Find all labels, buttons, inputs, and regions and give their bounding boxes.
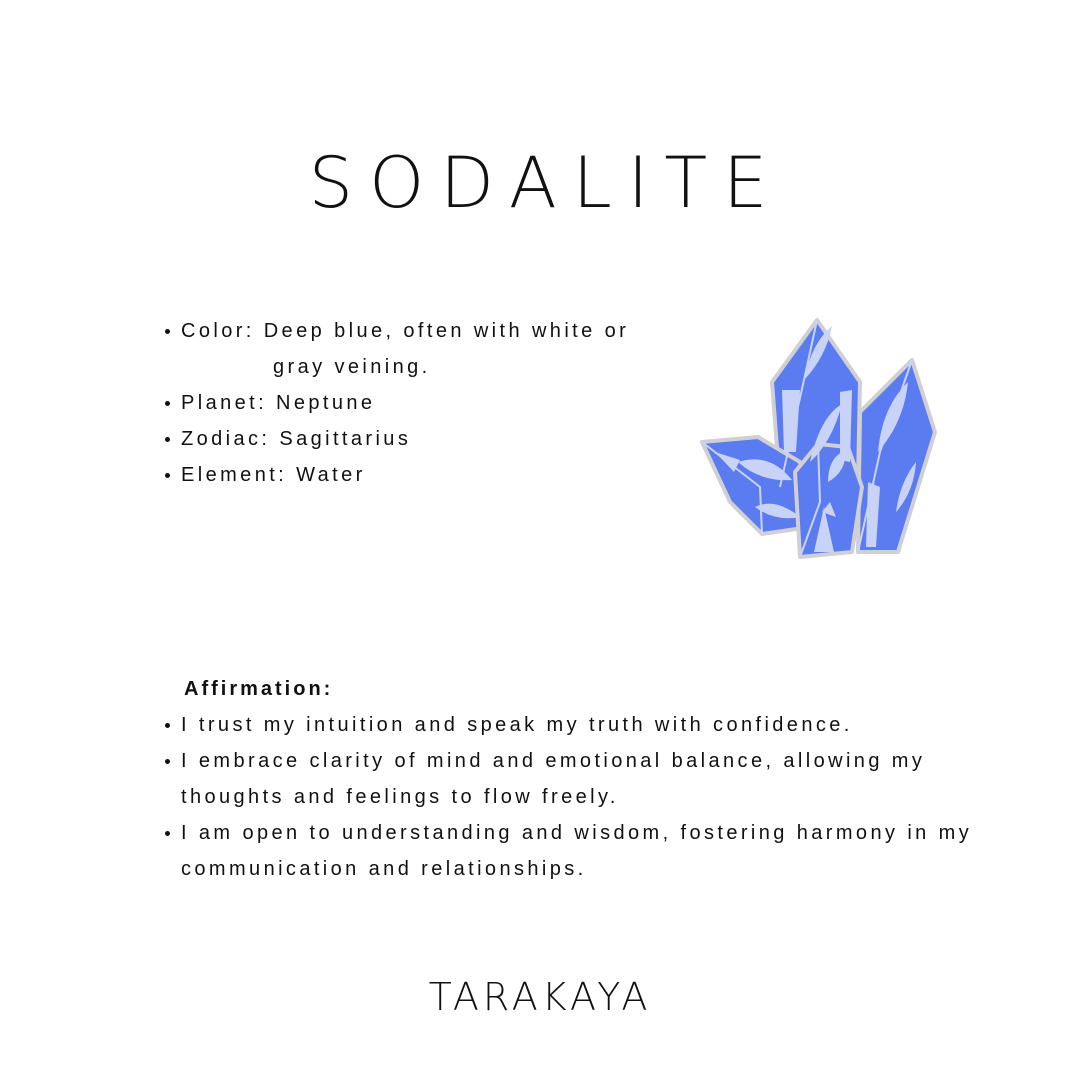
property-zodiac: Zodiac: Sagittarius [163,421,703,457]
property-element: Element: Water [163,457,703,493]
affirmation-item: I embrace clarity of mind and emotional balance, allowing my thoughts and feelings to flow freely. [163,743,993,815]
property-color-line2: gray veining. [273,356,431,378]
affirmation-heading: Affirmation: [184,678,334,700]
affirmation-item: I am open to understanding and wisdom, fostering harmony in my communication and relationships. [163,815,993,887]
property-color-line1: Color: Deep blue, often with white or [181,320,630,342]
page-title: SODALITE [308,142,784,224]
sodalite-crystal-cluster-icon [700,312,945,572]
affirmation-list [163,707,993,887]
property-color [163,313,703,385]
properties-list [163,313,703,493]
brand-name: TARAKAYA [428,975,652,1019]
affirmation-item: I trust my intuition and speak my truth with confidence. [163,707,993,743]
property-planet: Planet: Neptune [163,385,703,421]
